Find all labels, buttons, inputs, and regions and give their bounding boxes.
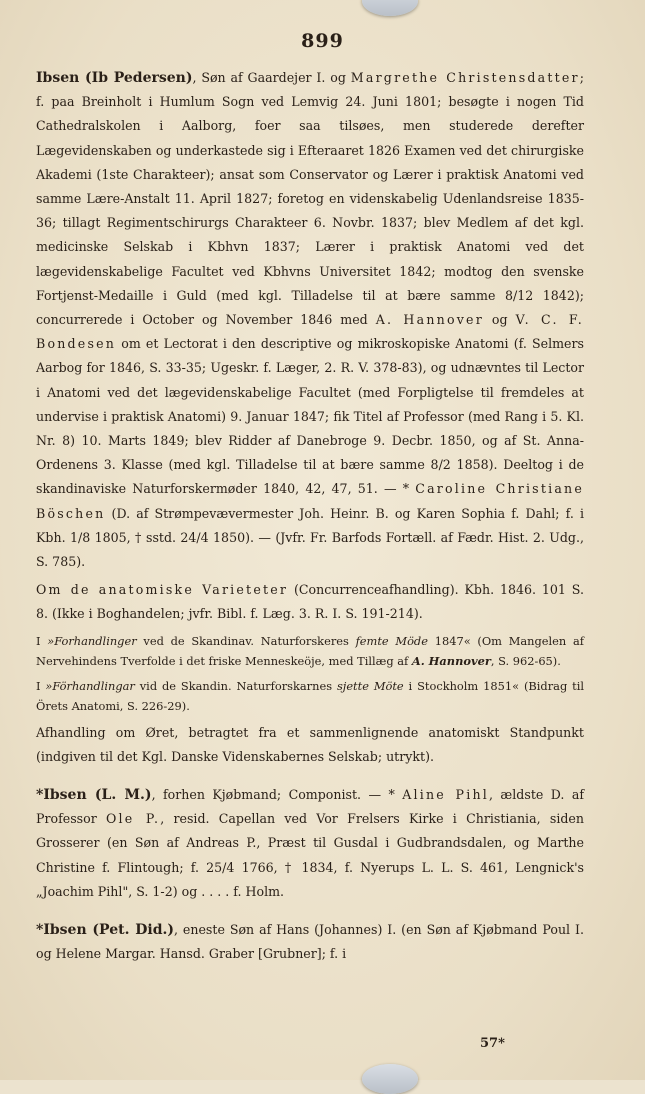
rival-name: A. Hannover	[375, 312, 484, 328]
entry-heading: *Ibsen (Pet. Did.)	[36, 922, 174, 939]
rival-name: V. C. F. Bondesen	[36, 312, 585, 352]
father-name: Ole P.	[106, 811, 161, 827]
entry-ibsen-pet-did: *Ibsen (Pet. Did.), eneste Søn af Hans (Johannes) I. (en Søn af Kjøbmand Poul I. og Helene Margar. Hansd. Graber [Grubner]; f. i	[36, 922, 584, 962]
entry-ibsen-ib-pedersen: Ibsen (Ib Pedersen), Søn af Gaardejer I. og Margrethe Christensdatter; f. paa Breinholt i Humlum Sogn ved Lemvig 24. Juni 1801; besøgte i nogen Tid Cathedralskolen i Aalborg, foer saa tilsøes, men studerede derefter Lægevidenskaben og underkastede sig i Efteraaret 1826 Examen ved det chirurgiske Akademi (1ste Charakteer); ansat som Conservator og Lærer i praktisk Anatomi ved samme Lære-Anstalt 11. April 1827; foretog en videnskabelig Udenlandsreise 1835-36; tillagt Regimentschirurgs Charakteer 6. Novbr. 1837; blev Medlem af det kgl. medicinske Selskab i Kbhvn 1837; Lærer i praktisk Anatomi ved det lægevidenskabelige Facultet ved Kbhvns Universitet 1842; modtog den svenske Fortjenst-Medaille i Guld (med kgl. Tilladelse til at bære samme 8/12 1842); concurrerede i October og November 1846 med A. Hannover og V. C. F. Bondesen om et Lectorat i den descriptive og mikroskopiske Anatomi (f. Selmers Aarbog for 1846, S. 33-35; Ugeskr. f. Læger, 2. R. V. 378-83), og udnævntes til Lector i Anatomi ved det lægevidenskabelige Facultet (med Forpligtelse til fremdeles at undervise i praktisk Anatomi) 9. Januar 1847; fik Titel af Professor (med Rang i 5. Kl. Nr. 8) 10. Marts 1849; blev Ridder af Danebroge 9. Decbr. 1850, og af St. Anna-Ordenens 3. Klasse (med kgl. Tilladelse til at bære samme 8/2 1858). Deeltog i de skandinaviske Naturforskermøder 1840, 42, 47, 51. — * Caroline Christiane Böschen (D. af Strømpevævermester Joh. Heinr. B. og Karen Sophia f. Dahl; f. i Kbh. 1/8 1805, † sstd. 24/4 1850). — (Jvfr. Fr. Barfods Fortæll. af Fædr. Hist. 2. Udg., S. 785).	[36, 70, 585, 570]
note-item: Afhandling om Øret, betragtet fra et sammenlignende anatomiskt Standpunkt (indgiven til det Kgl. Danske Videnskabernes Selskab; utrykt).	[36, 724, 584, 764]
page-body	[36, 66, 584, 967]
page-number: 899	[301, 30, 344, 52]
entry-heading: Ibsen (Ib Pedersen)	[36, 70, 193, 86]
wife-name: Caroline Christiane Böschen	[36, 481, 585, 521]
scanner-clip-top	[362, 0, 418, 16]
work-title: Om de anatomiske Varieteter	[36, 582, 289, 598]
wife-name: Aline Pihl	[402, 787, 489, 803]
entry-ibsen-l-m: *Ibsen (L. M.), forhen Kjøbmand; Componist. — * Aline Pihl, ældste D. af Professor Ole P., resid. Capellan ved Vor Frelsers Kirke i Christiania, siden Grosserer (en Søn af Andreas P., Præst til Gusdal i Gudbrandsdalen, og Marthe Christine f. Flintough; f. 25/4 1766, † 1834, f. Nyerups L. L. S. 461, Lengnick's „Joachim Pihl", S. 1-2) og . . . . f. Holm.	[36, 787, 584, 899]
scanner-clip-bottom	[362, 1064, 418, 1094]
note-item: I »Forhandlinger ved de Skandinav. Naturforskeres femte Möde 1847« (Om Mangelen af Nervehindens Tverfolde i det friske Menneskeöje, med Tillæg af A. Hannover, S. 962-65).	[36, 633, 585, 669]
mother-name: Margrethe Christensdatter	[350, 70, 580, 85]
work-entry: Om de anatomiske Varieteter (Concurrenceafhandling). Kbh. 1846. 101 S. 8. (Ikke i Boghandelen; jvfr. Bibl. f. Læg. 3. R. I. S. 191-214).	[36, 582, 584, 622]
signature-mark: 57*	[480, 1036, 505, 1051]
entry-heading: *Ibsen (L. M.)	[36, 787, 152, 804]
note-item: I »Förhandlingar vid de Skandin. Naturforskarnes sjette Möte i Stockholm 1851« (Bidrag til Örets Anatomi, S. 226-29).	[36, 678, 584, 714]
